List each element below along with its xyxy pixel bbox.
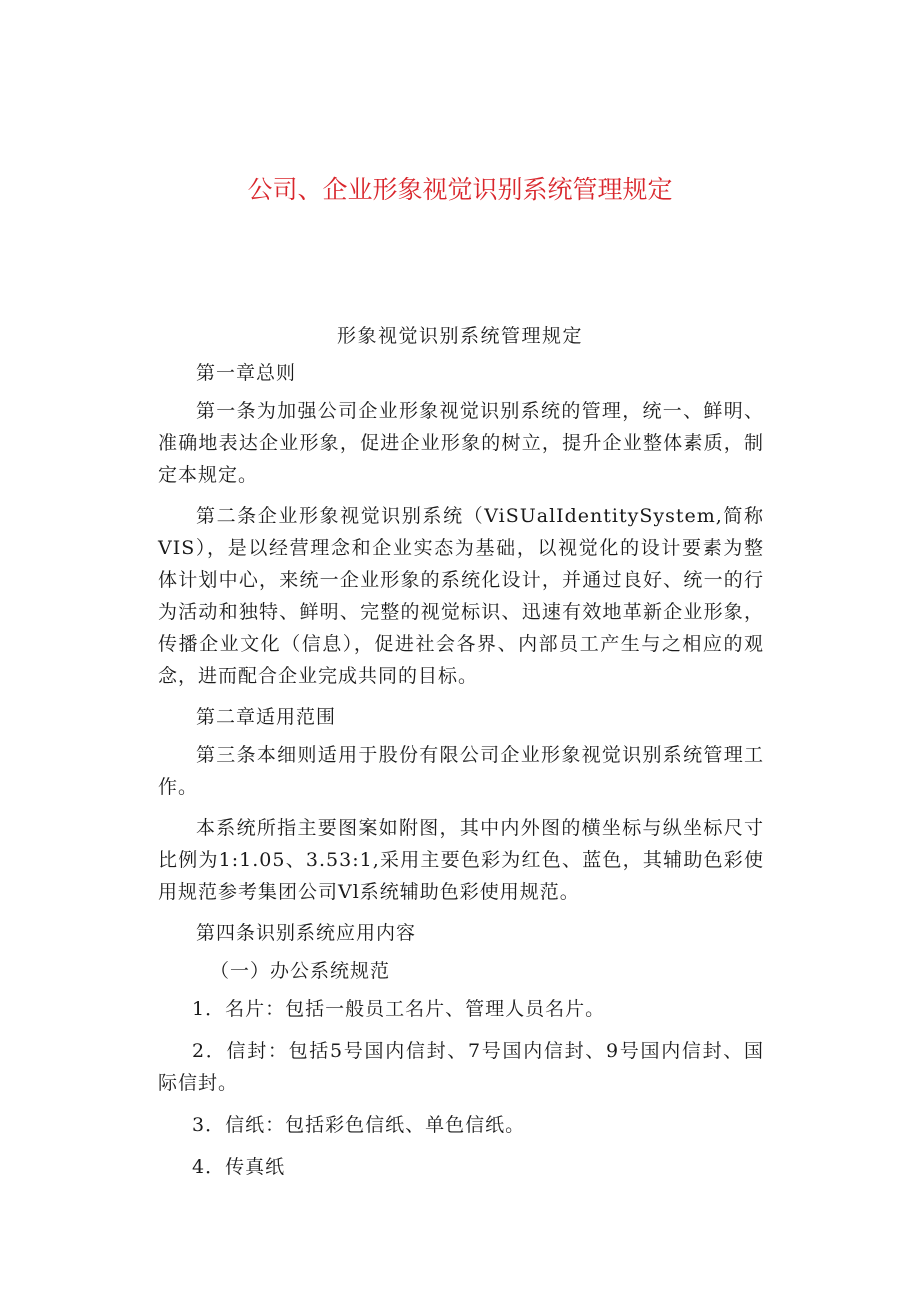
chapter-heading-scope: 第二章适用范围: [196, 706, 337, 728]
pattern-spec-paragraph: 本系统所指主要图案如附图，其中内外图的横坐标与纵坐标尺寸比例为1:1.05、3.53:1,采用主要色彩为红色、蓝色，其辅助色彩使用规范参考集团公司Vl系统辅助色彩使用规范。: [158, 817, 764, 903]
list-item-business-card: 1．名片：包括一般员工名片、管理人员名片。: [192, 998, 606, 1020]
document-main-title: 公司、企业形象视觉识别系统管理规定: [247, 175, 673, 204]
chapter-heading-general: 第一章总则: [196, 362, 297, 384]
document-sub-title: 形象视觉识别系统管理规定: [336, 325, 583, 347]
list-item-letter-paper: 3．信纸：包括彩色信纸、单色信纸。: [192, 1114, 526, 1136]
article-3-paragraph: 第三条本细则适用于股份有限公司企业形象视觉识别系统管理工作。: [158, 744, 764, 798]
section-office-system: （一）办公系统规范: [210, 960, 391, 982]
article-4-paragraph: 第四条识别系统应用内容: [196, 922, 417, 944]
document-body: [158, 357, 764, 1193]
list-item-fax-paper: 4．传真纸: [192, 1156, 286, 1178]
article-2-paragraph: 第二条企业形象视觉识别系统（ViSUalIdentitySystem,简称VIS），是以经营理念和企业实态为基础，以视觉化的设计要素为整体计划中心，来统一企业形象的系统化设计，并通过良好、统一的行为活动和独特、鲜明、完整的视觉标识、迅速有效地革新企业形象，传播企业文化（信息），促进社会各界、内部员工产生与之相应的观念，进而配合企业完成共同的目标。: [158, 505, 764, 687]
article-1-paragraph: 第一条为加强公司企业形象视觉识别系统的管理，统一、鲜明、准确地表达企业形象，促进企业形象的树立，提升企业整体素质，制定本规定。: [158, 400, 764, 486]
list-item-envelope: 2．信封：包括5号国内信封、7号国内信封、9号国内信封、国际信封。: [158, 1040, 764, 1094]
